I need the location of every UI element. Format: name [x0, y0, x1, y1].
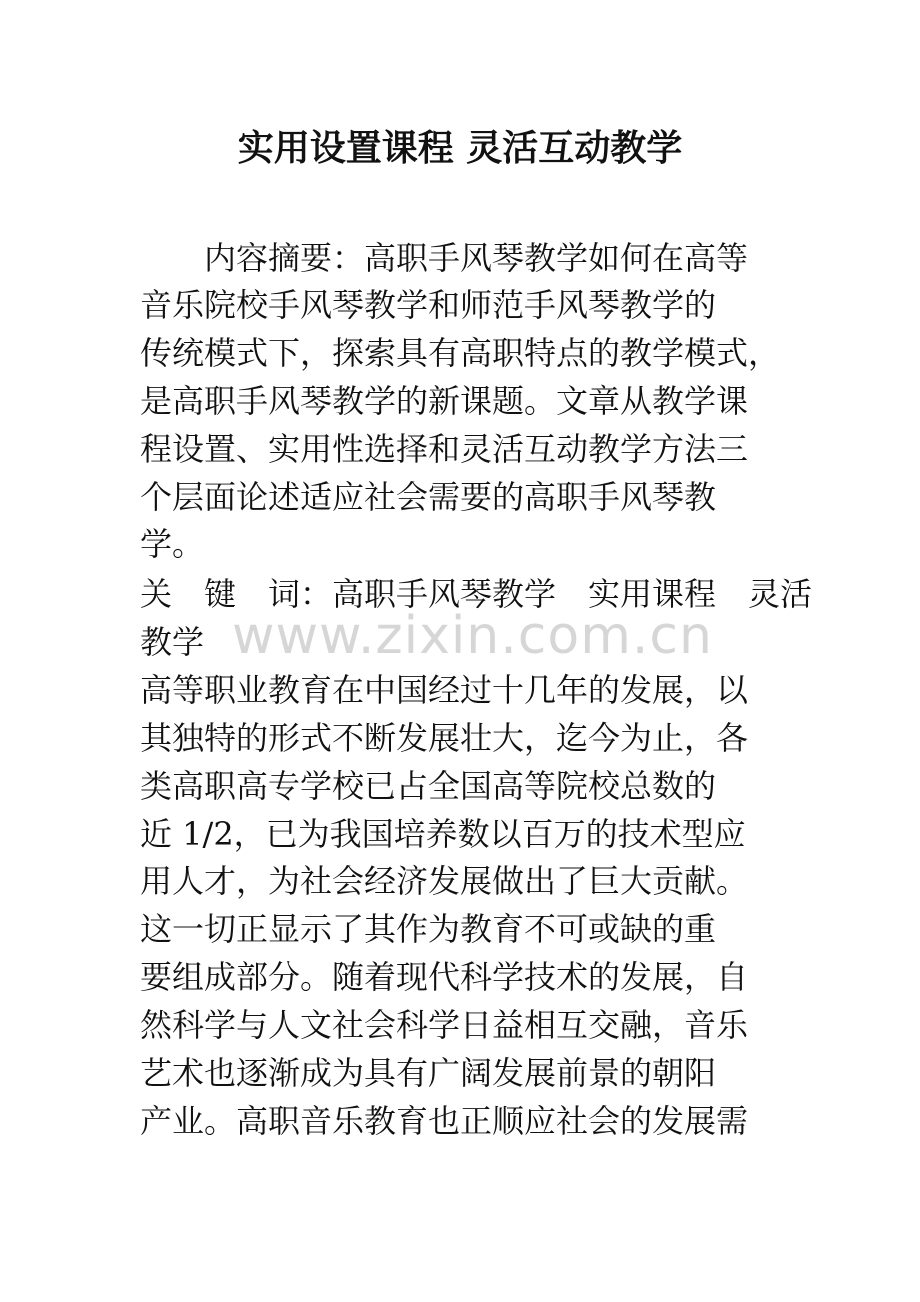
body-line: 产业。高职音乐教育也正顺应社会的发展需	[140, 1102, 749, 1140]
body-line: 近 1/2，已为我国培养数以百万的技术型应	[140, 815, 746, 853]
watermark: www.zixin.com.cn	[232, 606, 713, 666]
abstract-line: 个层面论述适应社会需要的高职手风琴教	[140, 478, 717, 516]
abstract-line: 是高职手风琴教学的新课题。文章从教学课	[140, 382, 749, 420]
abstract-line: 音乐院校手风琴教学和师范手风琴教学的	[140, 286, 717, 324]
keywords-line: 教学	[140, 623, 205, 661]
body-line: 高等职业教育在中国经过十几年的发展，以	[140, 671, 749, 709]
body-line: 类高职高专学校已占全国高等院校总数的	[140, 767, 717, 805]
body-line: 然科学与人文社会科学日益相互交融，音乐	[140, 1006, 749, 1044]
body-line: 这一切正显示了其作为教育不可或缺的重	[140, 910, 717, 948]
keywords-line: 关 键 词：高职手风琴教学 实用课程 灵活	[140, 575, 813, 613]
body-line: 艺术也逐渐成为具有广阔发展前景的朝阳	[140, 1054, 717, 1092]
abstract-line: 传统模式下，探索具有高职特点的教学模式，	[140, 334, 781, 372]
abstract-line: 内容摘要：高职手风琴教学如何在高等	[140, 239, 749, 277]
abstract-line: 学。	[140, 525, 205, 563]
document-title: 实用设置课程 灵活互动教学	[237, 127, 683, 169]
body-line: 用人才，为社会经济发展做出了巨大贡献。	[140, 862, 749, 900]
abstract-line: 程设置、实用性选择和灵活互动教学方法三	[140, 430, 749, 468]
body-line: 要组成部分。随着现代科学技术的发展，自	[140, 958, 749, 996]
body-line: 其独特的形式不断发展壮大，迄今为止，各	[140, 719, 749, 757]
